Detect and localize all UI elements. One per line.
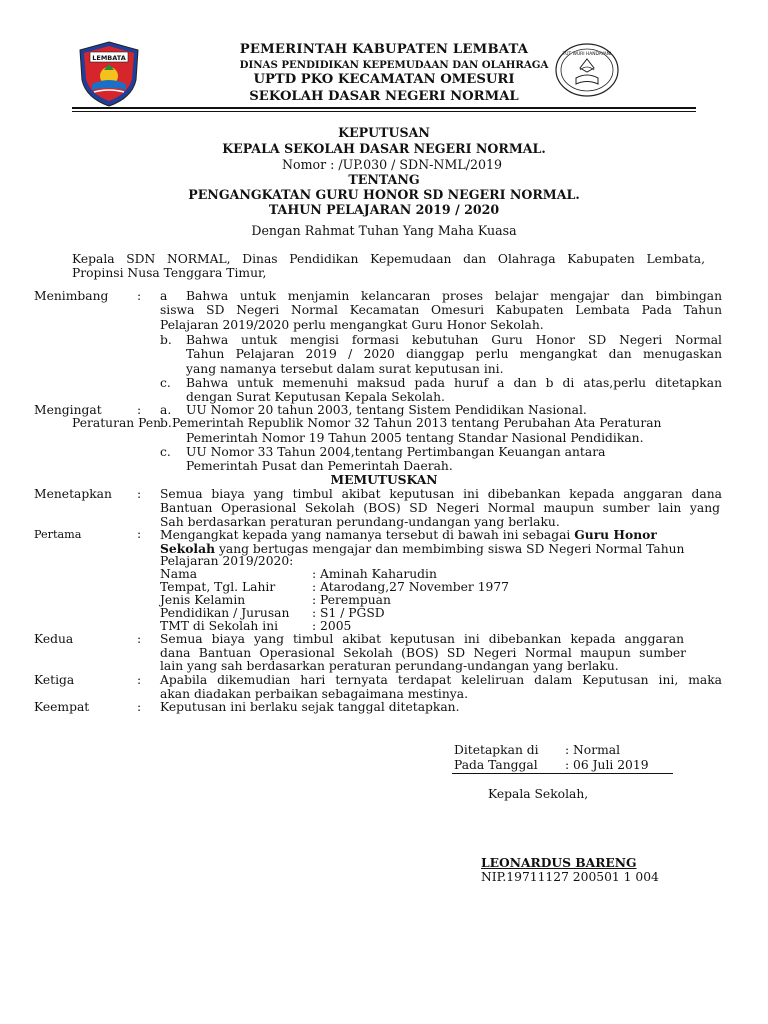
ditetapkan-value: : Normal [565, 743, 621, 757]
menetapkan-line-2: Bantuan Operasional Sekolah (BOS) SD Negeri Normal maupun sumber lain yang [160, 501, 720, 515]
menetapkan-line-1: Semua biaya yang timbul akibat keputusan ini dibebankan kepada anggaran dana [160, 487, 722, 501]
menimbang-label: Menimbang [34, 289, 109, 303]
logo-motto: TUT WURI HANDAYANI [562, 52, 612, 57]
ditetapkan-label: Ditetapkan di [454, 743, 539, 757]
ketiga-line-1: Apabila dikemudian hari ternyata terdapat keleliruan dalam Keputusan ini, maka [160, 673, 722, 687]
menetapkan-colon: : [137, 487, 142, 501]
menimbang-c-line-2: dengan Surat Keputusan Kepala Sekolah. [186, 390, 445, 404]
decree-tentang: TENTANG [348, 172, 420, 187]
mengingat-a-marker: a. [160, 403, 172, 417]
kedua-colon: : [137, 632, 142, 646]
kedua-line-2: dana Bantuan Operasional Sekolah (BOS) SD Negeri Normal maupun sumber [160, 646, 686, 660]
menimbang-a-line-2: siswa SD Negeri Normal Kecamatan Omesuri Kabupaten Lembata Pada Tahun [160, 303, 722, 317]
intro-line-2: Propinsi Nusa Tenggara Timur, [72, 266, 267, 280]
decree-school-year: TAHUN PELAJARAN 2019 / 2020 [268, 202, 500, 217]
ketiga-line-2: akan diadakan perbaikan sebagaimana mestinya. [160, 687, 468, 701]
menimbang-a-line-3: Pelajaran 2019/2020 perlu mengangkat Guru Honor Sekolah. [160, 318, 544, 332]
mengingat-b-marker: b. [160, 416, 172, 430]
field-name-value: : Aminah Kaharudin [312, 567, 437, 581]
field-gender-label: Jenis Kelamin [160, 593, 246, 607]
keempat-line-1: Keputusan ini berlaku sejak tanggal ditetapkan. [160, 700, 460, 714]
tanggal-label: Pada Tanggal [454, 758, 538, 772]
menimbang-c-marker: c. [160, 376, 171, 390]
pertama-position-bold-2: Sekolah [160, 541, 216, 556]
menimbang-a-marker: a [160, 289, 168, 303]
field-name-label: Nama [160, 567, 198, 581]
field-education-label: Pendidikan / Jurusan [160, 606, 290, 620]
intro-line-1: Kepala SDN NORMAL, Dinas Pendidikan Kepemudaan dan Olahraga Kabupaten Lembata, [72, 252, 705, 266]
letterhead-department: DINAS PENDIDIKAN KEPEMUDAAN DAN OLAHRAGA [239, 59, 549, 71]
kedua-label: Kedua [34, 632, 74, 646]
mengingat-b-line-2: Pemerintah Nomor 19 Tahun 2005 tentang Standar Nasional Pendidikan. [186, 431, 644, 445]
decree-subject: PENGANGKATAN GURU HONOR SD NEGERI NORMAL. [188, 187, 580, 202]
ketiga-colon: : [137, 673, 142, 687]
crest-label: LEMBATA [92, 54, 126, 62]
decree-number: Nomor : /UP.030 / SDN-NML/2019 [281, 157, 503, 172]
mengingat-c-marker: c. [160, 445, 171, 459]
mengingat-a-line-1: UU Nomor 20 tahun 2003, tentang Sistem Pendidikan Nasional. [186, 403, 587, 417]
header-rule-thin [72, 111, 696, 112]
pertama-label: Pertama [34, 528, 82, 541]
field-birth-value: : Atarodang,27 November 1977 [312, 580, 510, 594]
letterhead-school: SEKOLAH DASAR NEGERI NORMAL [249, 89, 519, 104]
signer-name: LEONARDUS BARENG [481, 855, 637, 870]
menimbang-b-line-1: Bahwa untuk mengisi formasi kebutuhan Guru Honor SD Negeri Normal [186, 333, 722, 347]
menimbang-c-line-1: Bahwa untuk memenuhi maksud pada huruf a dan b di atas,perlu ditetapkan [186, 376, 722, 390]
keempat-colon: : [137, 700, 142, 714]
letterhead-government: PEMERINTAH KABUPATEN LEMBATA [239, 42, 529, 57]
ketiga-label: Ketiga [34, 673, 75, 687]
tut-wuri-handayani-logo [554, 42, 620, 98]
menimbang-colon: : [137, 289, 142, 303]
pertama-line-3: Pelajaran 2019/2020: [160, 554, 294, 568]
menimbang-b-line-2: Tahun Pelajaran 2019 / 2020 dianggap perlu mengangkat dan menugaskan [186, 347, 722, 361]
decree-invocation: Dengan Rahmat Tuhan Yang Maha Kuasa [251, 223, 517, 238]
pertama-colon: : [137, 527, 142, 541]
menimbang-b-marker: b. [160, 333, 172, 347]
pertama-position-bold: Guru Honor [574, 527, 657, 542]
mengingat-label: Mengingat [34, 403, 102, 417]
kedua-line-1: Semua biaya yang timbul akibat keputusan ini dibebankan kepada anggaran [160, 632, 684, 646]
header-rule-thick [72, 107, 696, 109]
decree-heading: KEPUTUSAN [338, 125, 430, 140]
mengingat-c-line-2: Pemerintah Pusat dan Pemerintah Daerah. [186, 459, 453, 473]
decree-issuer: KEPALA SEKOLAH DASAR NEGERI NORMAL. [222, 141, 546, 156]
mengingat-c-line-1: UU Nomor 33 Tahun 2004,tentang Pertimbangan Keuangan antara [186, 445, 606, 459]
memutuskan-heading: MEMUTUSKAN [330, 472, 438, 487]
signer-nip: NIP.19711127 200501 1 004 [481, 870, 659, 884]
mengingat-b-line-1: Pemerintah Republik Nomor 32 Tahun 2013 tentang Perubahan Ata Peraturan [172, 416, 662, 430]
menimbang-a-line-1: Bahwa untuk menjamin kelancaran proses belajar mengajar dan bimbingan [186, 289, 722, 303]
signer-role: Kepala Sekolah, [488, 787, 589, 801]
mengingat-colon: : [137, 403, 142, 417]
kedua-line-3: lain yang sah berdasarkan peraturan perundang-undangan yang berlaku. [160, 659, 619, 673]
field-tmt-label: TMT di Sekolah ini [160, 619, 279, 633]
field-education-value: : S1 / PGSD [312, 606, 385, 620]
tanggal-value: : 06 Juli 2019 [565, 758, 649, 772]
keempat-label: Keempat [34, 700, 90, 714]
letterhead-uptd: UPTD PKO KECAMATAN OMESURI [253, 72, 515, 87]
mengingat-b-label: Peraturan Pen [72, 416, 162, 430]
date-underline [452, 773, 673, 774]
pertama-line-2-text: yang bertugas mengajar dan membimbing siswa SD Negeri Normal Tahun [218, 542, 685, 556]
field-birth-label: Tempat, Tgl. Lahir [160, 580, 276, 594]
field-gender-value: : Perempuan [312, 593, 391, 607]
pertama-line-1-text: Mengangkat kepada yang namanya tersebut di bawah ini sebagai [160, 528, 571, 542]
field-tmt-value: : 2005 [312, 619, 352, 633]
menetapkan-label: Menetapkan [34, 487, 112, 501]
menimbang-b-line-3: yang namanya tersebut dalam surat keputusan ini. [186, 362, 504, 376]
menetapkan-line-3: Sah berdasarkan peraturan perundang-undangan yang berlaku. [160, 515, 560, 529]
